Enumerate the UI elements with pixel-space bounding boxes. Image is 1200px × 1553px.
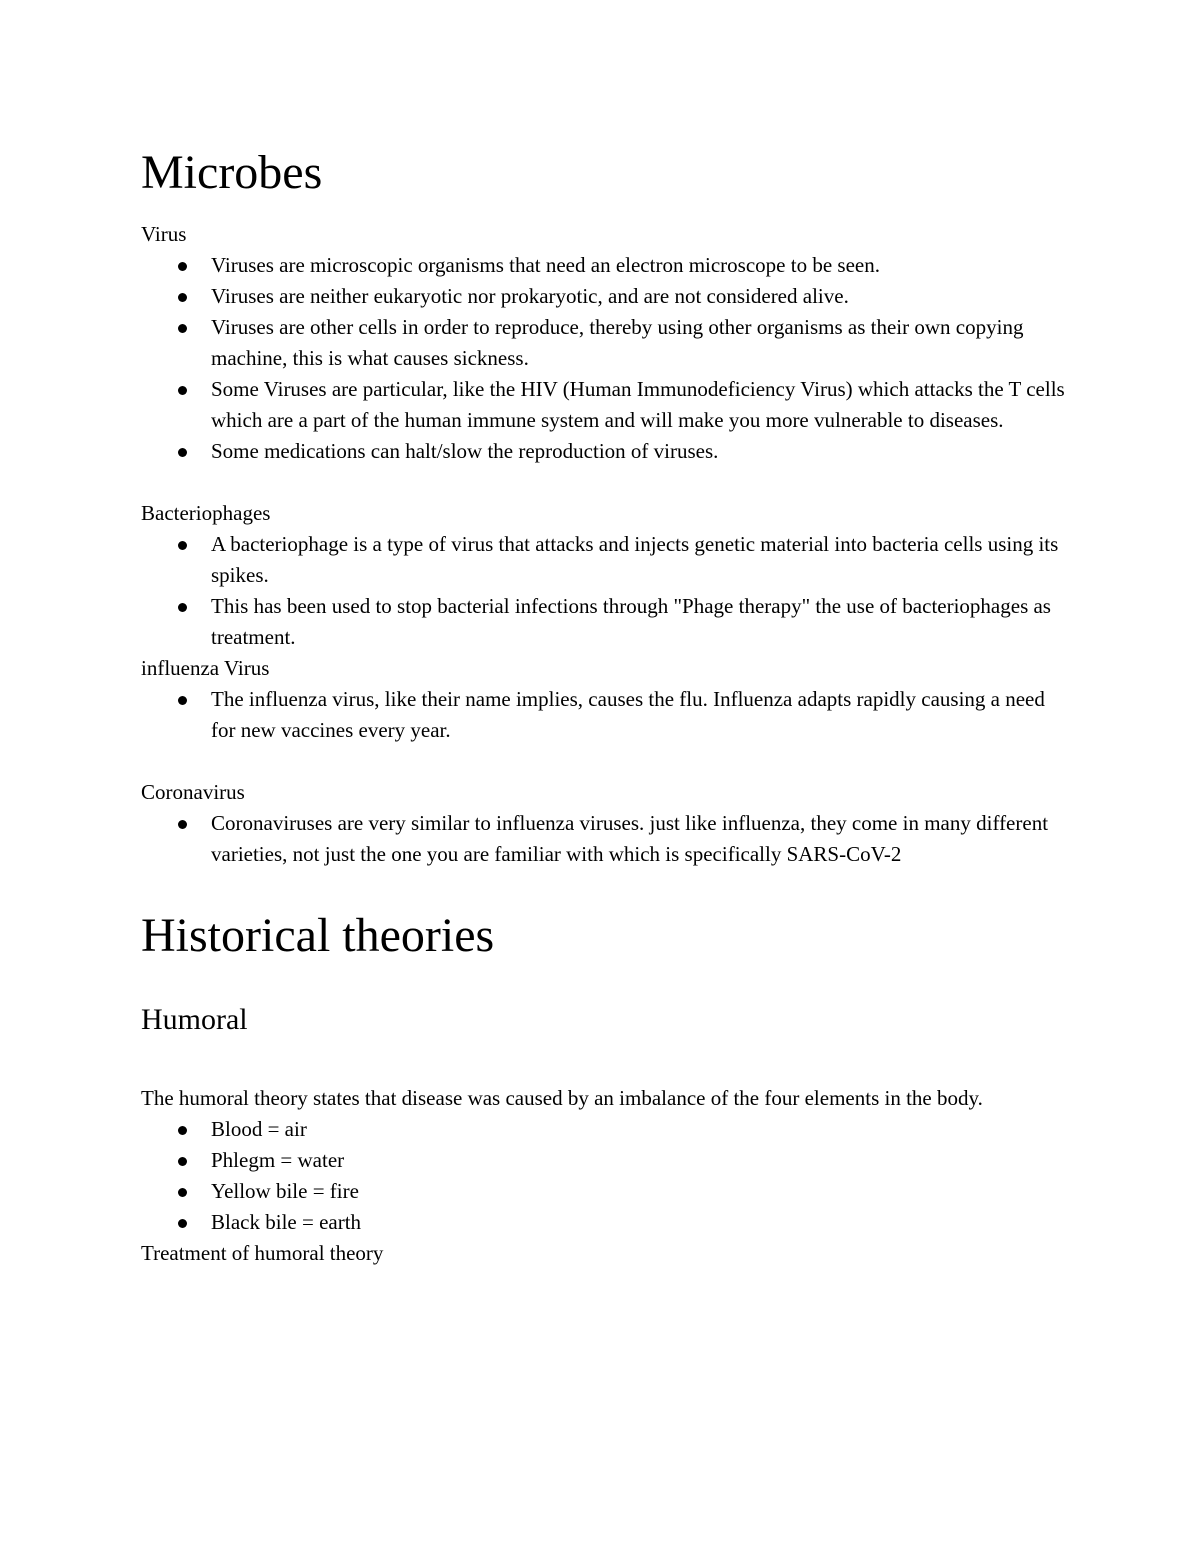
document-page xyxy=(141,143,1071,1269)
list-item: Viruses are neither eukaryotic nor prokaryotic, and are not considered alive. xyxy=(211,281,1071,312)
list-item: The influenza virus, like their name implies, causes the flu. Influenza adapts rapidly causing a need for new vaccines every year. xyxy=(211,684,1071,746)
section-heading-bacteriophages: Bacteriophages xyxy=(141,501,271,525)
list-item: Coronaviruses are very similar to influenza viruses. just like influenza, they come in many different varieties, not just the one you are familiar with which is specifically SARS-CoV-2 xyxy=(211,808,1071,870)
section-heading-influenza: influenza Virus xyxy=(141,656,270,680)
list-item: Some medications can halt/slow the reproduction of viruses. xyxy=(211,436,1071,467)
page-title: Microbes xyxy=(141,146,323,199)
list-item: Blood = air xyxy=(211,1114,1071,1145)
list-item: This has been used to stop bacterial infections through "Phage therapy" the use of bacteriophages as treatment. xyxy=(211,591,1071,653)
list-item: Some Viruses are particular, like the HIV (Human Immunodeficiency Virus) which attacks the T cells which are a part of the human immune system and will make you more vulnerable to diseases. xyxy=(211,374,1071,436)
historical-title: Historical theories xyxy=(141,909,495,962)
list-item: Black bile = earth xyxy=(211,1207,1071,1238)
section-heading-coronavirus: Coronavirus xyxy=(141,780,245,804)
virus-list xyxy=(141,250,1071,467)
humoral-list xyxy=(141,1114,1071,1238)
humoral-intro: The humoral theory states that disease was caused by an imbalance of the four elements in the body. xyxy=(141,1086,983,1110)
spacer xyxy=(141,746,1071,777)
list-item: Viruses are other cells in order to reproduce, thereby using other organisms as their own copying machine, this is what causes sickness. xyxy=(211,312,1071,374)
coronavirus-list xyxy=(141,808,1071,870)
section-heading-virus: Virus xyxy=(141,222,187,246)
list-item: Phlegm = water xyxy=(211,1145,1071,1176)
list-item: Yellow bile = fire xyxy=(211,1176,1071,1207)
bacteriophages-list xyxy=(141,529,1071,653)
humoral-treatment: Treatment of humoral theory xyxy=(141,1241,384,1265)
list-item: Viruses are microscopic organisms that need an electron microscope to be seen. xyxy=(211,250,1071,281)
spacer xyxy=(141,467,1071,498)
humoral-heading: Humoral xyxy=(141,1003,248,1036)
list-item: A bacteriophage is a type of virus that attacks and injects genetic material into bacteria cells using its spikes. xyxy=(211,529,1071,591)
influenza-list xyxy=(141,684,1071,746)
